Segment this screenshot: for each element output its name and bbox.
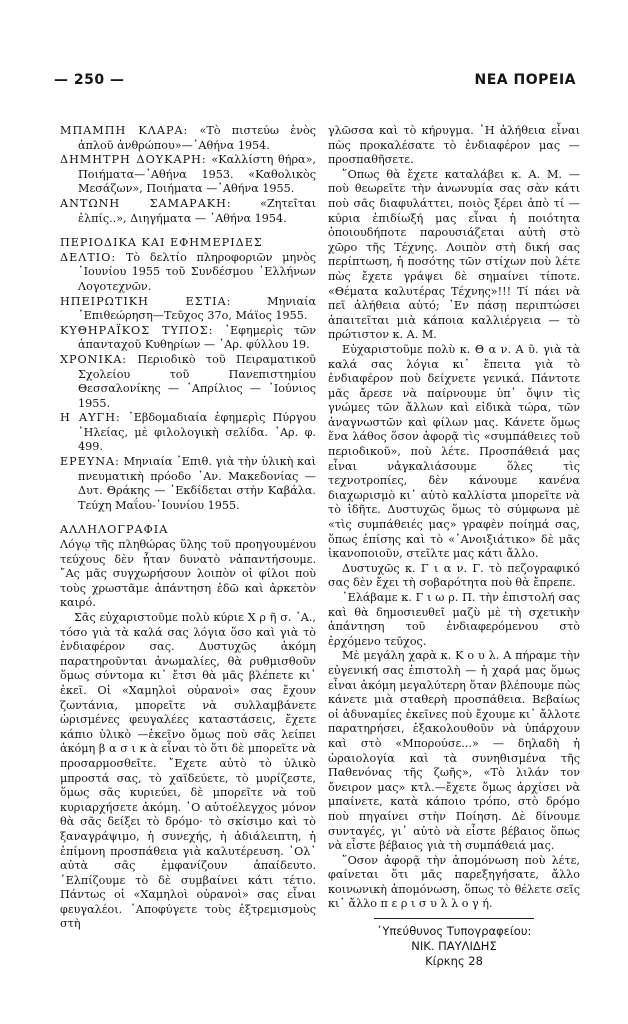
left-column [60,124,316,932]
periodical-entry [60,455,316,513]
periodical-entry [60,411,316,455]
journal-title: ΝΕΑ ΠΟΡΕΙΑ [474,72,576,88]
imprint-label: ᾽Υπεύθυνος Τυπογραφείου: [376,924,532,939]
entry-author: ΕΡΕΥΝΑ: [60,455,120,469]
periodical-entry [60,353,316,411]
page-header [54,72,576,94]
right-column [328,124,580,969]
entry-text: Μηνιαία ᾽Επιθ. γιὰ τὴν ὑλικὴ καὶ πνευματικὴ πρόοδο ᾽Αν. Μακεδονίας — Δυτ. Θράκης — ᾽Εκδίδεται στὴν Καβάλα. Τεύχη Μαΐου-᾽Ιουνίου 1955. [78,455,317,512]
correspondence-paragraph: Δυστυχῶς κ. Γ ι α ν. Γ. τὸ πεζογραφικό σας δὲν ἔχει τὴ σοβαρότητα ποὺ θὰ ἔπρεπε. [328,561,580,590]
entry-author: ΔΗΜΗΤΡΗ ΔΟΥΚΑΡΗ: [60,153,207,167]
entry-text: Μηνιαία ᾽Επιθεώρηση—Τεῦχος 37ο, Μάϊος 1955. [78,294,317,323]
periodical-entry [60,324,316,353]
entry-text: «Καλλίστη θήρα», Ποιήματα—᾽Αθήνα 1953. «Καθολικὸς Μεσάζων», Ποιήματα —᾽Αθήνα 1955. [78,153,316,196]
imprint-divider [374,918,534,919]
correspondence-paragraph: γλῶσσα καὶ τὸ κήρυγμα. ῾Η ἀλήθεια εἶναι πὼς προκαλέσατε τὸ ἐνδιαφέρον μας —προσπαθῆσετε. [328,124,580,167]
entry-author: ΔΕΛΤΙΟ: [60,250,117,264]
page-number: — 250 — [54,72,125,88]
correspondence-paragraph: ῞Οπως θὰ ἔχετε καταλάβει κ. Α. Μ. — ποὺ θεωρεῖτε τὴν ἀνωνυμία σας σὰν κάτι ποὺ σᾶς διαφυλάττει, ποιὸς ξέρει ἀπὸ τί — κύρια ἐπιδίωξή μας εἶναι ἡ ποιότητα ὁποιουδήποτε παρουσιάζεται αὐτὴ στὸ χῶρο τῆς Τέχνης. Λοιπὸν στὴ δική σας περίπτωση, ἡ ποσότης τῶν στίχων ποὺ λέτε πὼς ἔχετε γράψει δὲ σημαίνει τίποτε. «Θέματα καλυτέρας Τέχνης»!!! Τί πάει νὰ πεῖ ἀλήθεια αὐτό; ᾽Εν πάσῃ περιπτώσει ἀπαιτεῖται μιὰ κάποια καλλιέργεια — τὸ πρώτιστον κ. Α. Μ. [328,167,580,342]
correspondence-paragraph: ᾽Ελάβαμε κ. Γ ι ω ρ. Π. τὴν ἐπιστολή σας καὶ θὰ δημοσιευθεῖ μαζὺ μὲ τὴ σχετικὴν ἀπάντηση τοῦ ἐνδιαφερόμενου στὸ ἐρχόμενο τεῦχος. [328,591,580,648]
correspondence-heading: ΑΛΛΗΛΟΓΡΑΦΙΑ [60,523,169,537]
book-entry [60,197,316,226]
entry-text: Περιοδικὸ τοῦ Πειραματικοῦ Σχολείου τοῦ Πανεπιστημίου Θεσσαλονίκης — ᾽Απρίλιος — ᾽Ιούνιος 1955. [78,352,316,410]
entry-text: «Ζητεῖται ἐλπίς..», Διηγήματα — ᾽Αθήνα 1954. [78,196,316,225]
correspondence-paragraph: Εὐχαριστοῦμε πολὺ κ. Θ α ν. Α ῦ. γιὰ τὰ καλά σας λόγια κι᾽ ἔπειτα γιὰ τὸ ἐνδιαφέρον ποὺ δείχνετε γενικά. Πάντοτε μᾶς ἄρεσε νὰ παίρνουμε ὑπ᾽ ὄψιν τὶς γνώμες τῶν ἄλλων καὶ εἰδικὰ τώρα, τῶν ἀναγνωστῶν καὶ φίλων μας. Κάνετε ὅμως ἕνα λάθος ὅσον ἀφορᾷ τὶς «συμπάθειες τοῦ περιοδικοῦ», ποὺ λέτε. Προσπάθειά μας εἶναι νἀγκαλιάσουμε ὅλες τὶς τεχνοτροπίες, δὲν κάνουμε κανένα διαχωρισμὸ κι᾽ αὐτὸ καλλίστα μπορεῖτε νὰ τὸ ἰδῆτε. Δυστυχῶς ὅμως τὸ σύμφωνα μὲ «τὶς συμπάθειές μας» γραφὲν ποίημά σας, ὅπως ἐπίσης καὶ τὸ «᾽Ανοιξιάτικο» δὲ μᾶς ἱκανοποιοῦν, στεῖλτε μας κάτι ἄλλο. [328,342,580,561]
printer-imprint [328,924,580,969]
imprint-address: Κίρκης 28 [425,954,483,969]
entry-text: «Τὸ πιστεύω ἑνὸς ἁπλοῦ ἀνθρώπου»—᾽Αθήνα 1954. [78,124,316,152]
periodical-entry [60,295,316,324]
book-entry [60,153,316,197]
imprint-name: ΝΙΚ. ΠΑΥΛΙΔΗΣ [411,939,497,954]
entry-author: ΗΠΕΙΡΩΤΙΚΗ ΕΣΤΙΑ: [60,294,232,308]
entry-author: ΚΥΘΗΡΑΪΚΟΣ ΤΥΠΟΣ: [60,323,214,337]
correspondence-paragraph: ῞Οσον ἀφορᾷ τὴν ἀπομόνωση ποὺ λέτε, φαίνεται ὅτι μᾶς παρεξηγήσατε, ἄλλο κοινωνικὴ ἀπομόνωση, ὅπως τὸ θέλετε σεῖς κι᾽ ἄλλο π ε ρ ι σ υ λ λ ο γ ή. [328,853,580,911]
correspondence-paragraph: Μὲ μεγάλη χαρὰ κ. Κ ο υ λ. Α πήραμε τὴν εὐγενική σας ἐπιστολὴ — ἡ χαρά μας ὅμως εἶναι ἀκόμη μεγαλύτερη ὅταν βλέπουμε πὼς κάνετε μιὰ σταθερὴ προσπάθεια. Βεβαίως οἱ ἀδυναμίες ἐκεῖνες ποὺ ἔχουμε κι᾽ ἄλλοτε παρατηρήσει, ἐξακολουθοῦν νὰ ὑπάρχουν καὶ στὸ «Μπορούσε...» — δηλαδὴ ἡ ὡραιολογία καὶ τὰ συνηθισμένα τῆς Παθενόνας τῆς ζωῆς», «Τὸ λιλάν τον ὄνειρον μας» κτλ.—ἔχετε ὅμως ἀρχίσει νὰ μπαίνετε, κατὰ κάποιο τρόπο, στὸ δρόμο ποὺ πηγαίνει στὴν Ποίηση. Δὲ δίνουμε συνταγές, γι᾽ αὐτὸ νὰ εἶστε βέβαιος ὅπως νὰ εἶστε βέβαιος γιὰ τὴ συμπάθειά μας. [328,649,580,853]
entry-author: ΧΡΟΝΙΚΑ: [60,352,128,366]
periodicals-heading: ΠΕΡΙΟΔΙΚΑ ΚΑΙ ΕΦΗΜΕΡΙΔΕΣ [60,236,263,250]
correspondence-paragraph: Λόγῳ τῆς πληθώρας ὕλης τοῦ προηγουμένου τεύχους δὲν ἦταν δυνατὸ νἀπαντήσουμε. ῎Ας μᾶς συγχωρήσουν λοιπὸν οἱ φίλοι ποὺ τοὺς χρωστᾶμε ἀπάντηση ἐδῶ καὶ ἀρκετὸν καιρό. [60,538,316,610]
correspondence-paragraph: Σᾶς εὐχαριστοῦμε πολὺ κύριε Χ ρ ῆ σ. ᾽Α., τόσο γιὰ τὰ καλά σας λόγια ὅσο καὶ γιὰ τὸ ἐνδιαφέρον σας. Δυστυχῶς ἀκόμη παρατηροῦνται ἀνωμαλίες, θὰ ρυθμισθοῦν ὅμως σύντομα κι᾽ ἔτσι θὰ μᾶς βλέπετε κι᾽ ἐκεῖ. Οἱ «Χαμηλοὶ οὐρανοὶ» σας ἔχουν ζωντάνια, μπορεῖτε νὰ συλλαμβάνετε ὡρισμένες φευγαλέες καταστάσεις, ἔχετε κάπιο ὑλικὸ —ἐκεῖνο ὅμως ποὺ σᾶς λείπει ἀκόμη β α σ ι κ ὰ εἶναι τὸ ὅτι δὲ μπορεῖτε νὰ προσαρμοσθεῖτε. ῎Εχετε αὐτὸ τὸ ὑλικὸ μπροστά σας, τὸ χαϊδεύετε, τὸ μυρίζεστε, ὅμως σᾶς κυριεύει, δὲ μπορεῖτε νὰ τοῦ κυριαρχήσετε ἀκόμη. ᾽Ο αὐτοέλεγχος μόνον θὰ σᾶς δείξει τὸ δρόμο· τὸ σκίσιμο καὶ τὸ ξαναγράψιμο, ἡ συνεχής, ἡ ἀδιάλειπτη, ἡ ἐπίμονη προσπάθεια γιὰ καλυτέρευση. ᾽Ολ᾽ αὐτὰ σᾶς ἐμφανίζουν ἀπαίδευτο. ᾽Ελπίζουμε τὸ δὲ συμβαίνει κάτι τέτιο. Πάντως οἱ «Χαμηλοὶ οὐρανοὶ» σας εἶναι φευγαλέοι. ᾽Αποφύγετε τοὺς ἐξτρεμισμοὺς στὴ [60,611,316,931]
periodical-entry [60,251,316,295]
entry-author: Η ΑΥΓΗ: [60,411,121,425]
entry-text: ᾽Εφημερὶς τῶν ἁπανταχοῦ Κυθηρίων — ᾽Αρ. φύλλου 19. [78,323,317,352]
entry-text: ῾Εβδομαδιαία ἐφημερὶς Πύργου ᾽Ηλείας, μὲ φιλολογικὴ σελίδα. ᾽Αρ. φ. 499. [78,411,316,454]
entry-text: Τὸ δελτίο πληροφοριῶν μηνὸς ᾽Ιουνίου 1955 τοῦ Συνδέσμου ῾Ελλήνων Λογοτεχνῶν. [78,250,316,293]
entry-author: ΜΠΑΜΠΗ ΚΛΑΡΑ: [60,124,189,137]
entry-author: ΑΝΤΩΝΗ ΣΑΜΑΡΑΚΗ: [60,196,232,210]
book-entry [60,124,316,153]
